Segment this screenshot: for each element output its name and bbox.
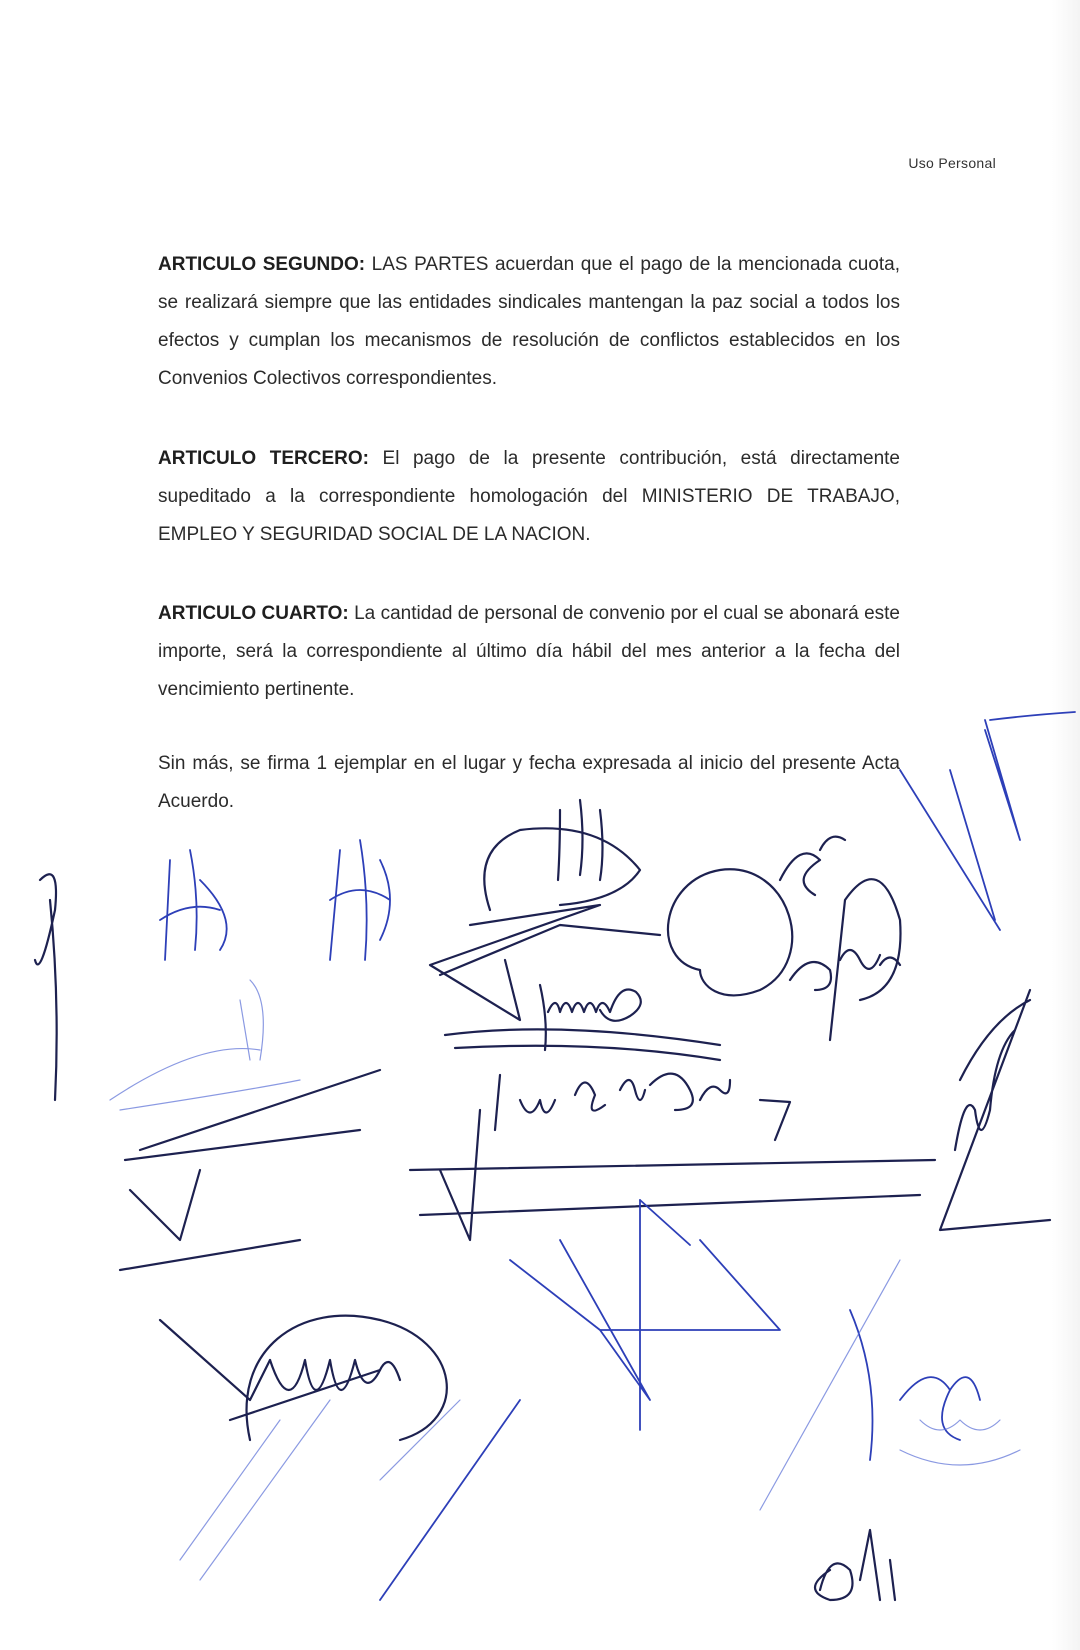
signature-stroke [410,1160,935,1215]
signature-stroke [850,1310,980,1460]
signature-stroke [484,828,640,910]
signature-stroke [760,1100,790,1140]
signature-blue-group [160,712,1075,1600]
signature-stroke [160,1320,380,1420]
signature-stroke [495,1074,730,1130]
signature-dark-group [35,800,1050,1600]
page-edge-shadow [1052,0,1080,1650]
signature-stroke [380,1200,640,1600]
signature-stroke [120,1070,380,1270]
signature-stroke [247,1316,447,1440]
signature-stroke [430,905,660,1020]
signature-stroke [35,874,57,1100]
signature-stroke [160,850,227,960]
signature-stroke [780,837,900,990]
signature-stroke [110,1049,300,1110]
article-body: La cantidad de personal de convenio por el cual se abonará este importe, será la correspondiente al último día hábil del mes anterior a la fecha del vencimiento pertinente. [158,603,900,700]
signature-stroke [510,1200,780,1400]
article-body: El pago de la presente contribución, está directamente supeditado a la correspondiente homologación del MINISTERIO DE TRABAJO, EMPLEO Y SEGURIDAD SOCIAL DE LA NACION. [158,448,901,545]
signature-stroke [445,1029,720,1060]
signature-stroke [900,770,1000,930]
signature-stroke [668,869,792,995]
signature-stroke [330,840,390,960]
article-heading: ARTICULO CUARTO: [158,603,349,624]
article-segundo [158,246,900,398]
classification-label: Uso Personal [908,155,996,171]
closing-statement: Sin más, se firma 1 ejemplar en el lugar y fecha expresada al inicio del presente Acta Acuerdo. [158,753,900,812]
signature-stroke [940,990,1050,1230]
signature-stroke [815,1530,895,1600]
signature-stroke [440,1110,480,1240]
article-tercero [158,440,900,554]
signature-stroke [540,985,641,1050]
article-cuarto [158,595,900,709]
signature-stroke [240,980,263,1060]
signature-light-group [110,980,1020,1580]
article-heading: ARTICULO TERCERO: [158,448,369,469]
article-heading: ARTICULO SEGUNDO: [158,254,366,275]
signature-stroke [900,1420,1020,1465]
article-body: LAS PARTES acuerdan que el pago de la mencionada cuota, se realizará siempre que las entidades sindicales mantengan la paz social a todos los efectos y cumplan los mecanismos de resolución de conflictos establecidos en los Convenios Colectivos correspondientes. [158,254,900,389]
signature-stroke [180,1260,900,1580]
signature-stroke [830,879,901,1040]
